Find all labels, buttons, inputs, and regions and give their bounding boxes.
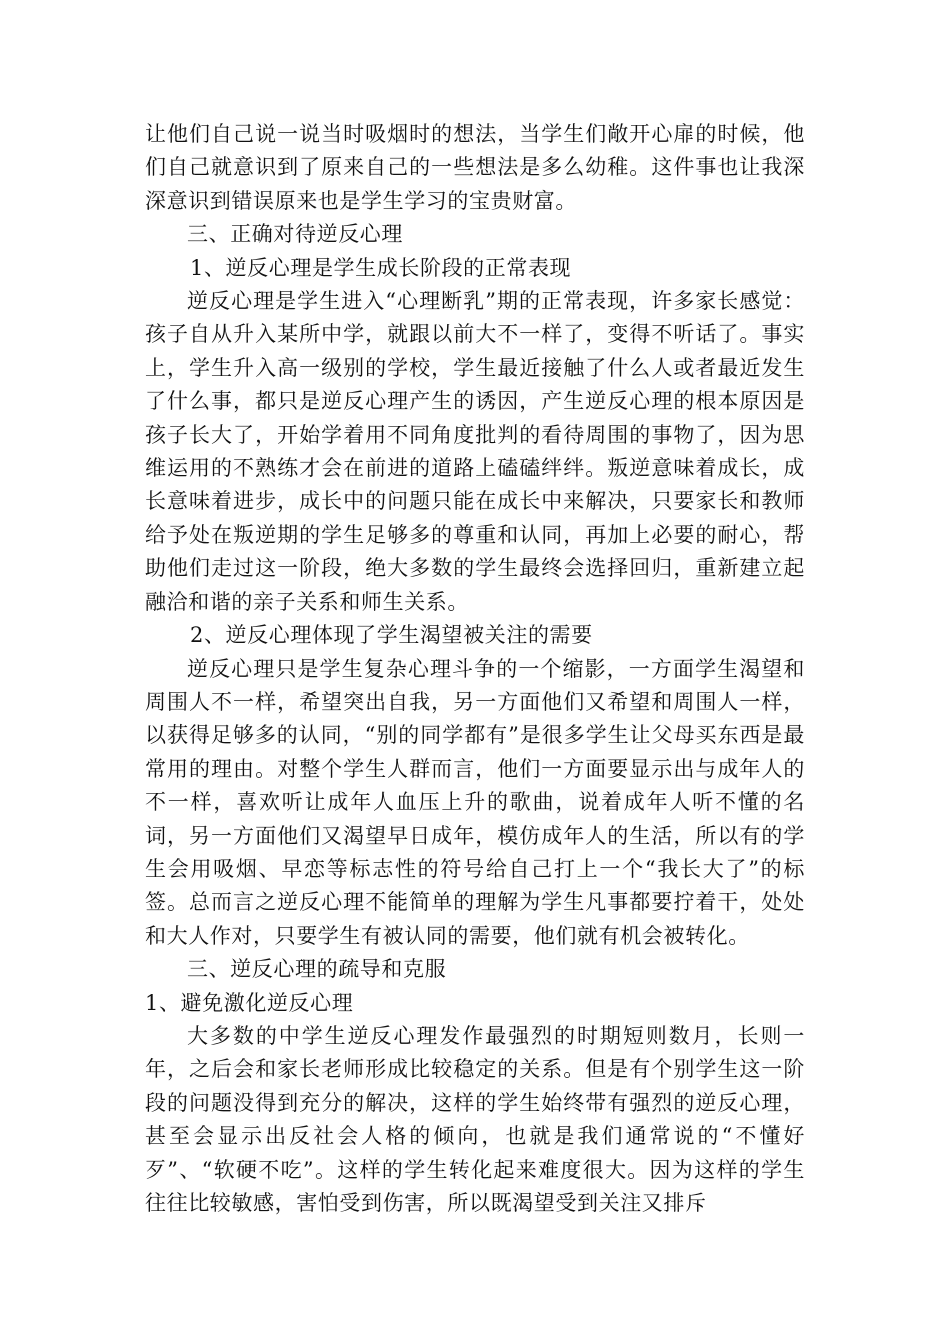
subsection-heading-normal-stage: 1、逆反心理是学生成长阶段的正常表现 [190, 255, 572, 280]
paragraph-normal-stage: 逆反心理是学生进入“心理断乳”期的正常表现，许多家长感觉：孩子自从升入某所中学，就跟以前大不一样了，变得不听话了。事实上，学生升入高一级别的学校，学生最近接触了什么人或者最近发生了什么事，都只是逆反心理产生的诱因，产生逆反心理的根本原因是孩子长大了，开始学着用不同角度批判的看待周围的事物了，因为思维运用的不熟练才会在前进的道路上磕磕绊绊。叛逆意味着成长，成长意味着进步，成长中的问题只能在成长中来解决，只要家长和教师给予处在叛逆期的学生足够多的尊重和认同，再加上必要的耐心，帮助他们走过这一阶段，绝大多数的学生最终会选择回归，重新建立起融洽和谐的亲子关系和师生关系。 [145, 289, 805, 614]
subsection-heading-need-attention: 2、逆反心理体现了学生渴望被关注的需要 [190, 623, 593, 648]
section-heading-guidance: 三、逆反心理的疏导和克服 [187, 957, 447, 982]
paragraph-need-attention: 逆反心理只是学生复杂心理斗争的一个缩影，一方面学生渴望和周围人不一样，希望突出自我，另一方面他们又希望和周围人一样，以获得足够多的认同，“别的同学都有”是很多学生让父母买东西是最常用的理由。对整个学生人群而言，他们一方面要显示出与成年人的不一样，喜欢听让成年人血压上升的歌曲，说着成年人听不懂的名词，另一方面他们又渴望早日成年，模仿成年人的生活，所以有的学生会用吸烟、早恋等标志性的符号给自己打上一个“我长大了”的标签。总而言之逆反心理不能简单的理解为学生凡事都要拧着干，处处和大人作对，只要学生有被认同的需要，他们就有机会被转化。 [145, 656, 805, 948]
subsection-heading-avoid-intensify: 1、避免激化逆反心理 [145, 990, 354, 1015]
paragraph-continuation: 让他们自己说一说当时吸烟时的想法，当学生们敞开心扉的时候，他们自己就意识到了原来自己的一些想法是多么幼稚。这件事也让我深深意识到错误原来也是学生学习的宝贵财富。 [145, 122, 805, 213]
document-body [145, 118, 805, 1220]
section-heading-correct-attitude: 三、正确对待逆反心理 [187, 222, 403, 247]
paragraph-avoid-intensify: 大多数的中学生逆反心理发作最强烈的时期短则数月，长则一年，之后会和家长老师形成比较稳定的关系。但是有个别学生这一阶段的问题没得到充分的解决，这样的学生始终带有强烈的逆反心理，甚至会显示出反社会人格的倾向，也就是我们通常说的“不懂好歹”、“软硬不吃”。这样的学生转化起来难度很大。因为这样的学生往往比较敏感，害怕受到伤害，所以既渴望受到关注又排斥 [145, 1023, 805, 1215]
